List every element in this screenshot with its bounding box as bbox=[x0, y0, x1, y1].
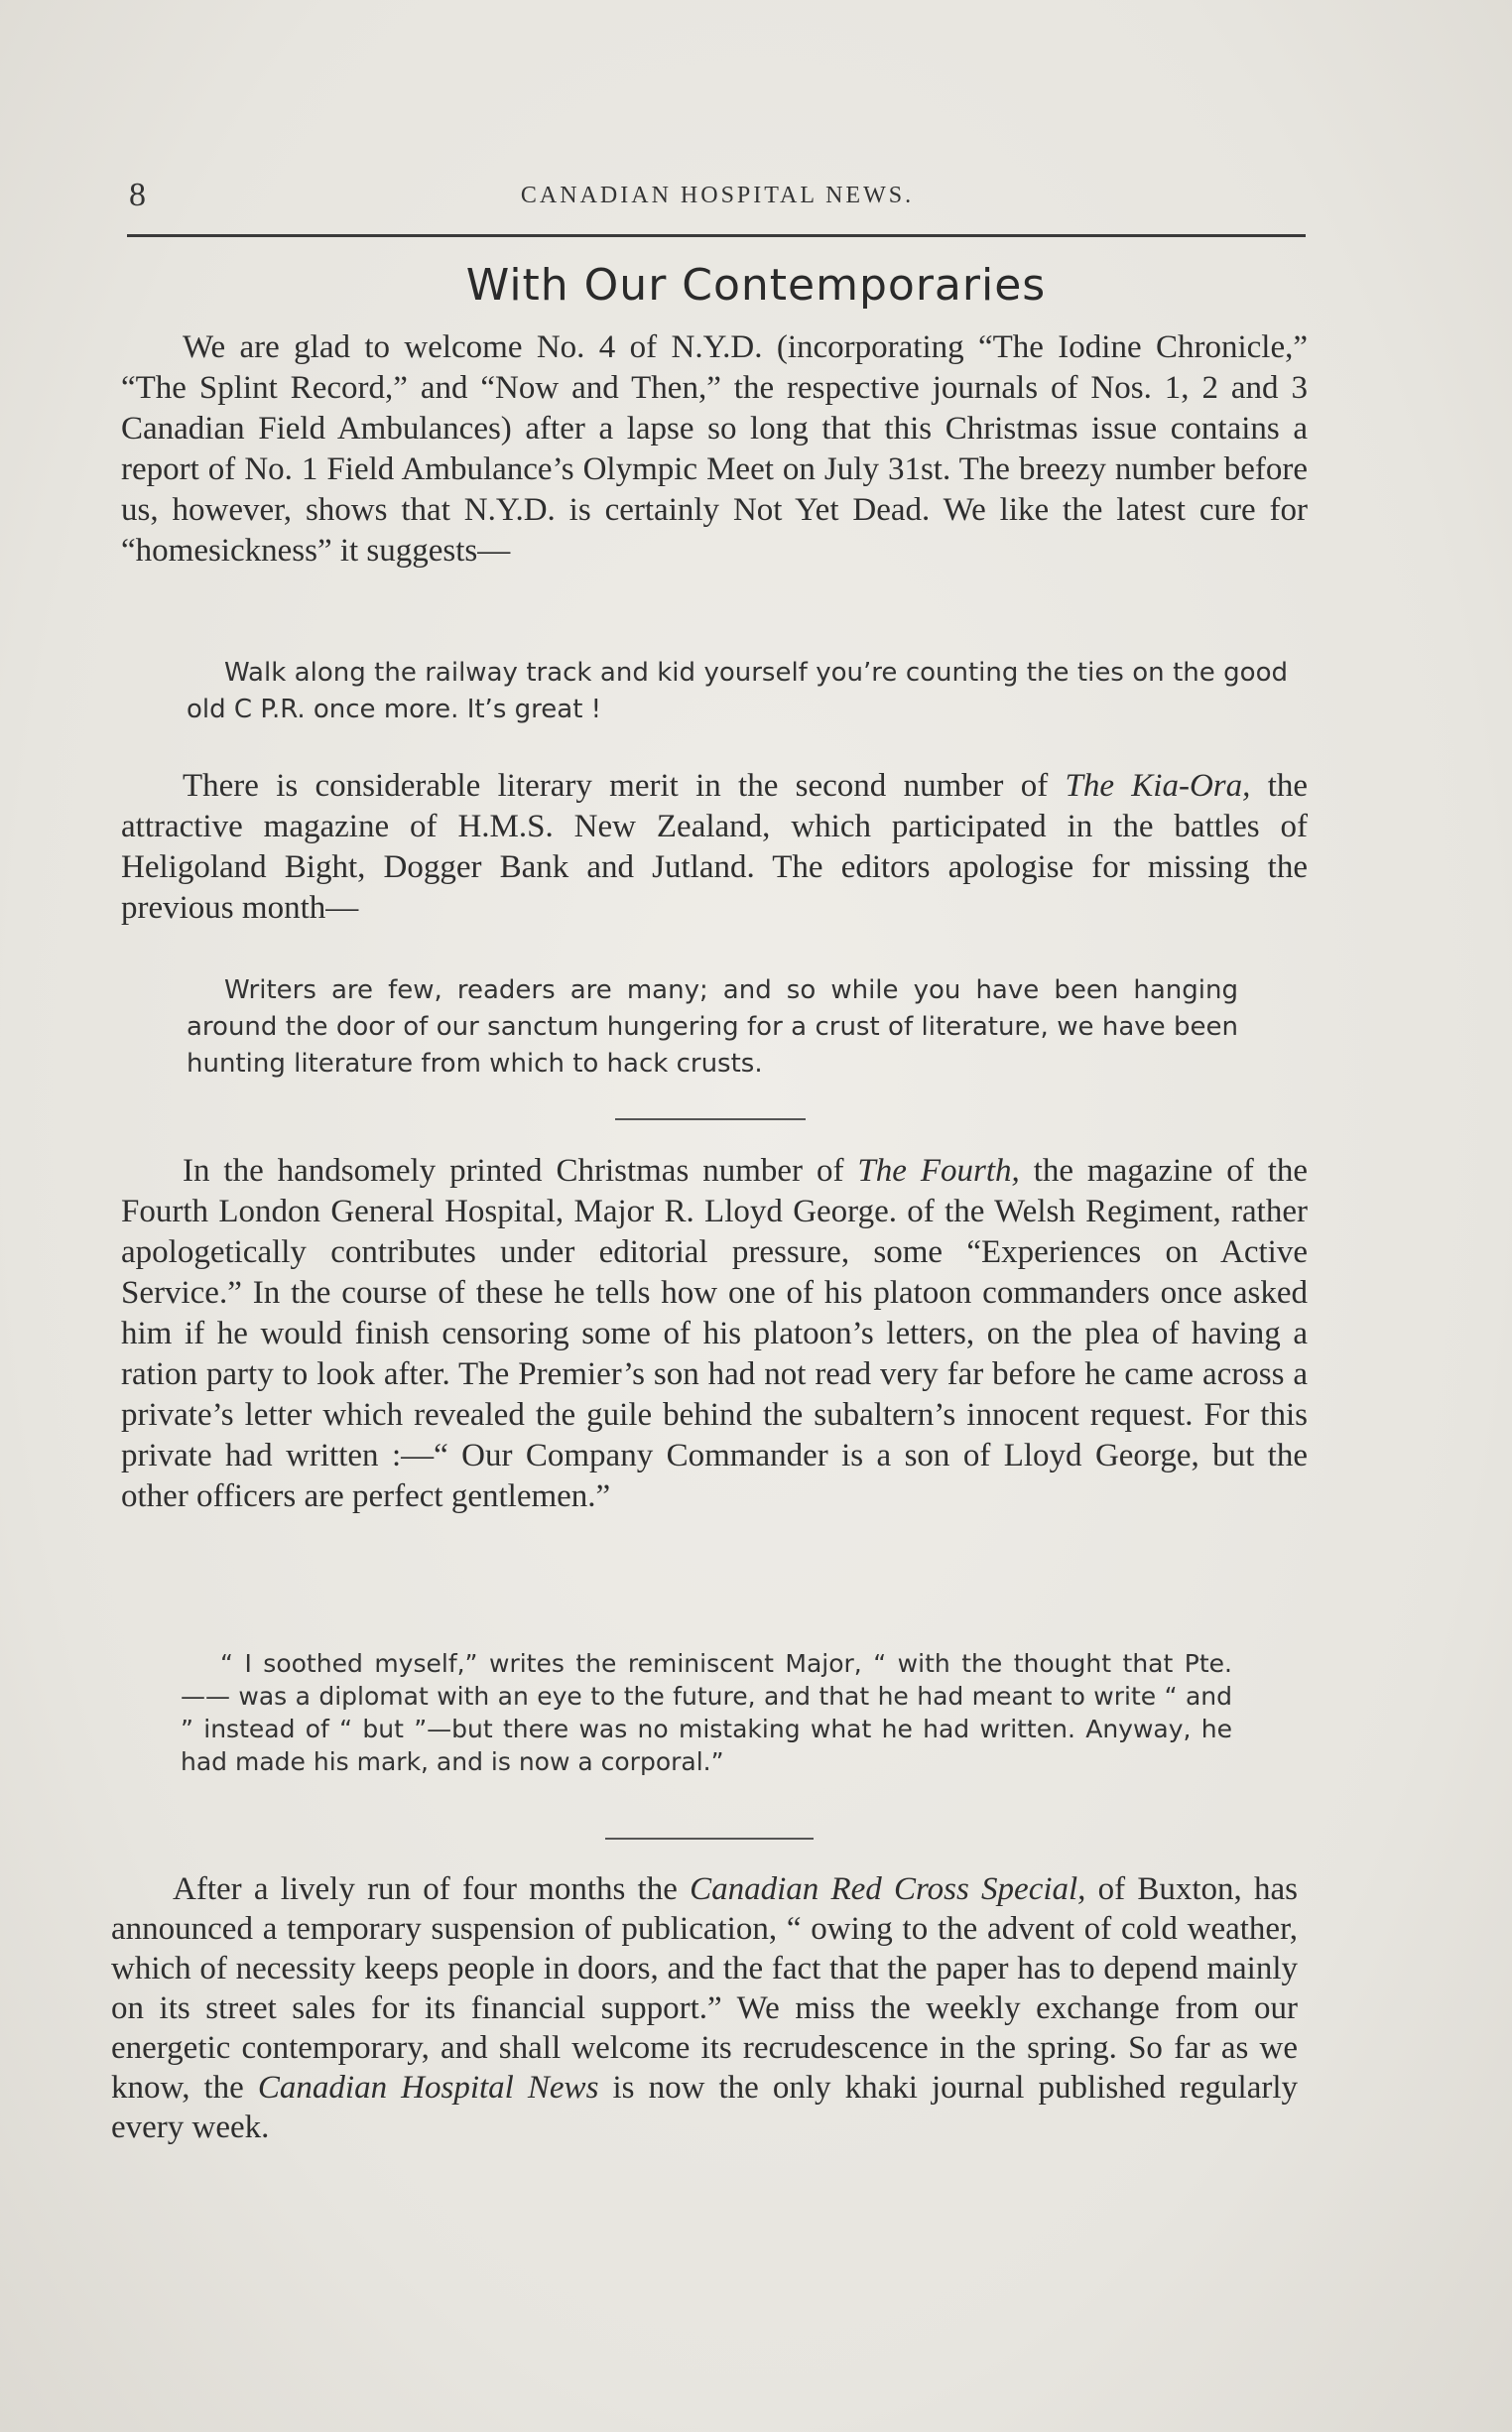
section-divider bbox=[615, 1118, 806, 1120]
paragraph-nyd bbox=[121, 327, 1308, 572]
paragraph-text: We are glad to welcome No. 4 of N.Y.D. (incorporating “The Iodine Chronicle,” “The Splint Record,” and “Now and Then,” the respective journals of Nos. 1, 2 and 3 Canadian Field Ambulances) after a lapse so long that this Christmas issue contains a report of No. 1 Field Ambulance’s Olympic Meet on July 31st. The breezy number before us, however, shows that N.Y.D. is certainly Not Yet Dead. We like the latest cure for “homesickness” it suggests— bbox=[121, 329, 1308, 569]
paragraph-red-cross bbox=[111, 1869, 1298, 2147]
paragraph-text bbox=[121, 766, 1308, 929]
text-run: is now the only khaki journal published regularly every week. bbox=[111, 2070, 1299, 2145]
text-run: After a lively run of four months the bbox=[173, 1871, 678, 1907]
header-rule bbox=[127, 234, 1306, 237]
paragraph-text bbox=[121, 1151, 1308, 1517]
quote-text: Walk along the railway track and kid yourself you’re counting the ties on the good old C P.R. once more. It’s great ! bbox=[187, 658, 1288, 724]
paragraph-fourth bbox=[121, 1151, 1308, 1517]
text-run: In the handsomely printed Christmas number of bbox=[183, 1153, 844, 1189]
quote-text: Writers are few, readers are many; and so while you have been hanging around the door of our sanctum hungering for a crust of literature, we have been hunting literature from which to hack crusts. bbox=[187, 975, 1238, 1079]
section-divider bbox=[605, 1838, 814, 1840]
quote-kia-ora bbox=[187, 972, 1238, 1083]
publication-title: The Fourth, bbox=[857, 1153, 1020, 1189]
publication-title: Canadian Red Cross Special, bbox=[690, 1871, 1086, 1907]
text-run: of Buxton, has announced a temporary suspension of publication, “ owing to the advent of cold weather, which of necessity keeps people in doors, and the fact that the paper has to depend mainly on its street sales for its financial support.” We miss the weekly exchange from our energetic contemporary, and shall welcome its recrudescence in the spring. So far as we know, the bbox=[111, 1871, 1298, 2106]
article-title: With Our Contemporaries bbox=[465, 260, 1047, 311]
page-number: 8 bbox=[129, 177, 146, 213]
text-run: the magazine of the Fourth London General Hospital, Major R. Lloyd George. of the Welsh Regiment, rather apologetically contributes under editorial pressure, some “Experiences on Active Service.” In the course of these he tells how one of his platoon commanders once asked him if he would finish censoring some of his platoon’s letters, on the plea of having a ration party to look after. The Premier’s son had not read very far before he came across a private’s letter which revealed the guile behind the subaltern’s innocent request. For this private had written :—“ Our Company Commander is a son of Lloyd George, but the other officers are perfect gentlemen.” bbox=[121, 1153, 1309, 1514]
publication-title: The Kia-Ora, bbox=[1065, 768, 1251, 804]
quote-fourth bbox=[181, 1647, 1232, 1778]
running-head: CANADIAN HOSPITAL NEWS. bbox=[520, 183, 915, 208]
text-run: the attractive magazine of H.M.S. New Zealand, which participated in the battles of Heligoland Bight, Dogger Bank and Jutland. The editors apologise for missing the previous month— bbox=[121, 768, 1309, 926]
paragraph-text bbox=[111, 1869, 1298, 2147]
quote-nyd bbox=[187, 655, 1288, 728]
text-run: There is considerable literary merit in the second number of bbox=[183, 768, 1049, 804]
quote-text: “ I soothed myself,” writes the reminiscent Major, “ with the thought that Pte. —— was a diplomat with an eye to the future, and that he had meant to write “ and ” instead of “ but ”—but there was no mistaking what he had written. Anyway, he had made his mark, and is now a corporal.” bbox=[181, 1649, 1232, 1776]
publication-title: Canadian Hospital News bbox=[257, 2070, 599, 2106]
page-header bbox=[129, 177, 1306, 220]
paragraph-kia-ora bbox=[121, 766, 1308, 929]
